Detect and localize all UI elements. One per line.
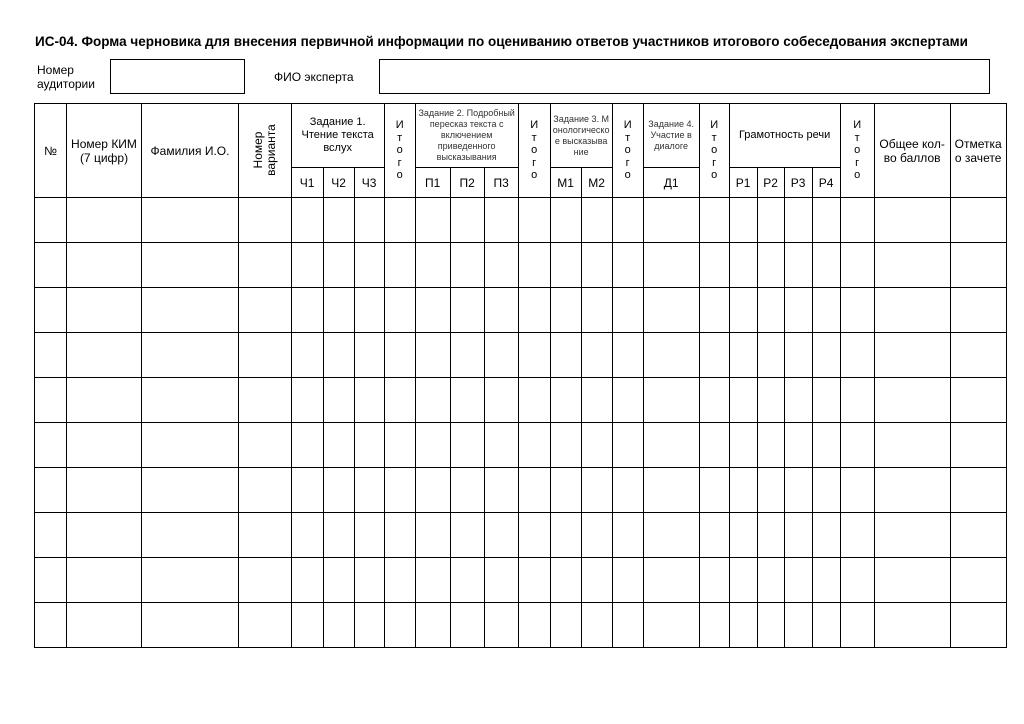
table-cell[interactable]	[67, 243, 142, 288]
table-cell[interactable]	[354, 558, 384, 603]
table-cell[interactable]	[812, 468, 840, 513]
table-cell[interactable]	[840, 468, 874, 513]
table-cell[interactable]	[612, 288, 643, 333]
table-cell[interactable]	[784, 603, 812, 648]
table-row	[35, 378, 1007, 423]
table-cell[interactable]	[518, 558, 550, 603]
table-cell[interactable]	[239, 513, 292, 558]
table-cell[interactable]	[757, 468, 784, 513]
table-cell[interactable]	[354, 243, 384, 288]
table-cell[interactable]	[239, 558, 292, 603]
table-cell[interactable]	[291, 288, 323, 333]
table-cell[interactable]	[874, 603, 950, 648]
col-number-header: №	[35, 104, 67, 198]
table-cell[interactable]	[812, 603, 840, 648]
table-cell[interactable]	[484, 558, 518, 603]
room-number-field[interactable]	[110, 59, 245, 94]
table-cell[interactable]	[35, 423, 67, 468]
table-cell[interactable]	[142, 243, 239, 288]
table-cell[interactable]	[840, 513, 874, 558]
table-cell[interactable]	[142, 288, 239, 333]
table-cell[interactable]	[699, 243, 729, 288]
table-cell[interactable]	[323, 198, 354, 243]
table-cell[interactable]	[239, 603, 292, 648]
table-cell[interactable]	[142, 378, 239, 423]
table-row	[35, 243, 1007, 288]
table-cell[interactable]	[729, 468, 757, 513]
table-cell[interactable]	[354, 198, 384, 243]
table-cell[interactable]	[581, 558, 612, 603]
table-cell[interactable]	[291, 333, 323, 378]
table-cell[interactable]	[550, 603, 581, 648]
table-cell[interactable]	[612, 243, 643, 288]
table-cell[interactable]	[874, 468, 950, 513]
subcol-m1: М1	[550, 168, 581, 198]
table-cell[interactable]	[757, 198, 784, 243]
table-cell[interactable]	[550, 333, 581, 378]
table-cell[interactable]	[384, 558, 415, 603]
table-cell[interactable]	[450, 423, 484, 468]
table-cell[interactable]	[354, 288, 384, 333]
table-cell[interactable]	[729, 378, 757, 423]
table-cell[interactable]	[784, 288, 812, 333]
table-cell[interactable]	[950, 513, 1006, 558]
table-cell[interactable]	[142, 198, 239, 243]
table-cell[interactable]	[812, 423, 840, 468]
table-cell[interactable]	[239, 423, 292, 468]
table-cell[interactable]	[581, 333, 612, 378]
table-cell[interactable]	[35, 468, 67, 513]
table-cell[interactable]	[643, 513, 699, 558]
table-cell[interactable]	[729, 513, 757, 558]
table-cell[interactable]	[950, 378, 1006, 423]
table-cell[interactable]	[784, 243, 812, 288]
table-cell[interactable]	[757, 378, 784, 423]
table-cell[interactable]	[67, 423, 142, 468]
table-row	[35, 603, 1007, 648]
table-cell[interactable]	[950, 288, 1006, 333]
table-cell[interactable]	[840, 603, 874, 648]
table-cell[interactable]	[384, 288, 415, 333]
table-cell[interactable]	[550, 423, 581, 468]
table-cell[interactable]	[142, 603, 239, 648]
table-cell[interactable]	[67, 513, 142, 558]
table-cell[interactable]	[415, 378, 450, 423]
table-cell[interactable]	[550, 243, 581, 288]
table-cell[interactable]	[784, 333, 812, 378]
table-cell[interactable]	[729, 198, 757, 243]
task3-header: Задание 3. Монологическое высказывание	[550, 104, 612, 168]
table-cell[interactable]	[484, 288, 518, 333]
table-row	[35, 288, 1007, 333]
table-cell[interactable]	[291, 378, 323, 423]
table-cell[interactable]	[450, 243, 484, 288]
table-cell[interactable]	[450, 288, 484, 333]
table-cell[interactable]	[550, 468, 581, 513]
table-cell[interactable]	[142, 558, 239, 603]
table-cell[interactable]	[699, 288, 729, 333]
col-variant-label: Номер варианта	[250, 123, 278, 176]
table-cell[interactable]	[699, 333, 729, 378]
table-cell[interactable]	[142, 333, 239, 378]
table-cell[interactable]	[757, 243, 784, 288]
table-cell[interactable]	[484, 513, 518, 558]
table-cell[interactable]	[35, 243, 67, 288]
table-cell[interactable]	[518, 288, 550, 333]
table-cell[interactable]	[354, 468, 384, 513]
table-cell[interactable]	[840, 243, 874, 288]
table-cell[interactable]	[757, 513, 784, 558]
table-cell[interactable]	[484, 468, 518, 513]
table-cell[interactable]	[643, 468, 699, 513]
table-cell[interactable]	[518, 378, 550, 423]
table-cell[interactable]	[784, 468, 812, 513]
table-cell[interactable]	[812, 558, 840, 603]
table-cell[interactable]	[354, 333, 384, 378]
table-cell[interactable]	[699, 558, 729, 603]
table-cell[interactable]	[323, 513, 354, 558]
table-cell[interactable]	[812, 243, 840, 288]
table-cell[interactable]	[354, 513, 384, 558]
table-cell[interactable]	[643, 288, 699, 333]
table-cell[interactable]	[757, 423, 784, 468]
table-cell[interactable]	[484, 333, 518, 378]
table-cell[interactable]	[384, 468, 415, 513]
table-cell[interactable]	[840, 333, 874, 378]
table-cell[interactable]	[643, 333, 699, 378]
table-cell[interactable]	[323, 468, 354, 513]
table-cell[interactable]	[384, 423, 415, 468]
table-cell[interactable]	[699, 603, 729, 648]
subcol-r4: Р4	[812, 168, 840, 198]
col-variant-header	[239, 104, 292, 198]
table-cell[interactable]	[239, 243, 292, 288]
table-cell[interactable]	[239, 198, 292, 243]
table-cell[interactable]	[581, 603, 612, 648]
expert-name-field[interactable]	[379, 59, 990, 94]
table-cell[interactable]	[612, 468, 643, 513]
subcol-ch2: Ч2	[323, 168, 354, 198]
subcol-p2: П2	[450, 168, 484, 198]
table-cell[interactable]	[950, 558, 1006, 603]
table-cell[interactable]	[612, 198, 643, 243]
table-cell[interactable]	[35, 513, 67, 558]
table-cell[interactable]	[784, 423, 812, 468]
table-cell[interactable]	[581, 423, 612, 468]
expert-name-label: ФИО эксперта	[274, 70, 354, 84]
table-cell[interactable]	[323, 288, 354, 333]
task4-total-header: И т о г о	[699, 104, 729, 198]
table-body	[35, 198, 1007, 648]
subcol-m2: М2	[581, 168, 612, 198]
table-cell[interactable]	[643, 558, 699, 603]
literacy-total-header: И т о г о	[840, 104, 874, 198]
table-cell[interactable]	[518, 243, 550, 288]
table-cell[interactable]	[784, 558, 812, 603]
table-cell[interactable]	[291, 198, 323, 243]
table-cell[interactable]	[415, 468, 450, 513]
table-cell[interactable]	[67, 603, 142, 648]
task2-total-header: И т о г о	[518, 104, 550, 198]
table-cell[interactable]	[384, 603, 415, 648]
table-cell[interactable]	[484, 243, 518, 288]
table-cell[interactable]	[729, 558, 757, 603]
table-cell[interactable]	[35, 558, 67, 603]
table-cell[interactable]	[874, 288, 950, 333]
table-cell[interactable]	[757, 558, 784, 603]
table-cell[interactable]	[550, 558, 581, 603]
table-cell[interactable]	[291, 468, 323, 513]
subcol-r2: Р2	[757, 168, 784, 198]
table-cell[interactable]	[699, 513, 729, 558]
room-number-label: Номер аудитории	[37, 63, 95, 91]
table-row	[35, 198, 1007, 243]
table-cell[interactable]	[812, 513, 840, 558]
table-cell[interactable]	[874, 558, 950, 603]
subcol-p1: П1	[415, 168, 450, 198]
table-cell[interactable]	[415, 423, 450, 468]
table-cell[interactable]	[67, 468, 142, 513]
literacy-header: Грамотность речи	[729, 104, 840, 168]
table-cell[interactable]	[581, 288, 612, 333]
table-cell[interactable]	[784, 513, 812, 558]
table-cell[interactable]	[291, 558, 323, 603]
table-cell[interactable]	[384, 378, 415, 423]
table-cell[interactable]	[840, 423, 874, 468]
table-cell[interactable]	[384, 198, 415, 243]
table-cell[interactable]	[239, 468, 292, 513]
table-cell[interactable]	[323, 603, 354, 648]
table-cell[interactable]	[518, 198, 550, 243]
table-cell[interactable]	[840, 288, 874, 333]
table-cell[interactable]	[612, 603, 643, 648]
table-cell[interactable]	[812, 378, 840, 423]
table-cell[interactable]	[950, 198, 1006, 243]
table-cell[interactable]	[729, 423, 757, 468]
table-cell[interactable]	[291, 513, 323, 558]
table-cell[interactable]	[450, 198, 484, 243]
table-cell[interactable]	[450, 603, 484, 648]
pass-mark-header: Отметка о зачете	[950, 104, 1006, 198]
table-cell[interactable]	[950, 423, 1006, 468]
table-cell[interactable]	[415, 603, 450, 648]
col-surname-header: Фамилия И.О.	[142, 104, 239, 198]
table-cell[interactable]	[35, 603, 67, 648]
table-cell[interactable]	[415, 513, 450, 558]
table-cell[interactable]	[484, 198, 518, 243]
table-cell[interactable]	[729, 603, 757, 648]
table-cell[interactable]	[67, 558, 142, 603]
table-cell[interactable]	[812, 333, 840, 378]
table-cell[interactable]	[67, 198, 142, 243]
table-cell[interactable]	[384, 243, 415, 288]
table-cell[interactable]	[643, 198, 699, 243]
table-cell[interactable]	[484, 423, 518, 468]
table-cell[interactable]	[612, 558, 643, 603]
table-cell[interactable]	[812, 198, 840, 243]
task2-header: Задание 2. Подробный пересказ текста с включением приведенного высказывания	[415, 104, 518, 168]
table-cell[interactable]	[354, 603, 384, 648]
table-cell[interactable]	[874, 198, 950, 243]
table-cell[interactable]	[450, 378, 484, 423]
table-cell[interactable]	[757, 333, 784, 378]
table-cell[interactable]	[812, 288, 840, 333]
table-cell[interactable]	[581, 468, 612, 513]
table-cell[interactable]	[354, 423, 384, 468]
table-cell[interactable]	[354, 378, 384, 423]
table-cell[interactable]	[874, 513, 950, 558]
subcol-p3: П3	[484, 168, 518, 198]
form-title: ИС-04. Форма черновика для внесения первичной информации по оцениванию ответов участников итогового собеседования экспертами	[35, 34, 968, 49]
table-cell[interactable]	[35, 288, 67, 333]
table-cell[interactable]	[612, 378, 643, 423]
table-cell[interactable]	[35, 333, 67, 378]
table-cell[interactable]	[699, 468, 729, 513]
table-cell[interactable]	[840, 198, 874, 243]
table-cell[interactable]	[840, 378, 874, 423]
subcol-ch1: Ч1	[291, 168, 323, 198]
task4-header: Задание 4. Участие в диалоге	[643, 104, 699, 168]
table-row	[35, 423, 1007, 468]
table-cell[interactable]	[450, 468, 484, 513]
table-cell[interactable]	[581, 198, 612, 243]
table-cell[interactable]	[35, 378, 67, 423]
table-cell[interactable]	[581, 513, 612, 558]
table-cell[interactable]	[384, 513, 415, 558]
table-cell[interactable]	[384, 333, 415, 378]
table-cell[interactable]	[518, 603, 550, 648]
table-row	[35, 513, 1007, 558]
table-row	[35, 468, 1007, 513]
table-cell[interactable]	[291, 423, 323, 468]
task1-header: Задание 1. Чтение текста вслух	[291, 104, 384, 168]
table-cell[interactable]	[484, 603, 518, 648]
table-cell[interactable]	[612, 333, 643, 378]
table-cell[interactable]	[699, 423, 729, 468]
table-cell[interactable]	[612, 423, 643, 468]
table-cell[interactable]	[757, 288, 784, 333]
table-cell[interactable]	[415, 558, 450, 603]
table-cell[interactable]	[581, 378, 612, 423]
table-cell[interactable]	[950, 468, 1006, 513]
table-cell[interactable]	[323, 558, 354, 603]
table-cell[interactable]	[729, 243, 757, 288]
table-cell[interactable]	[415, 243, 450, 288]
table-cell[interactable]	[550, 378, 581, 423]
table-cell[interactable]	[518, 468, 550, 513]
subcol-ch3: Ч3	[354, 168, 384, 198]
table-row	[35, 558, 1007, 603]
table-cell[interactable]	[699, 378, 729, 423]
table-cell[interactable]	[67, 288, 142, 333]
table-cell[interactable]	[643, 423, 699, 468]
subcol-d1: Д1	[643, 168, 699, 198]
task3-total-header: И т о г о	[612, 104, 643, 198]
table-cell[interactable]	[450, 558, 484, 603]
table-cell[interactable]	[291, 243, 323, 288]
table-cell[interactable]	[323, 378, 354, 423]
table-cell[interactable]	[415, 288, 450, 333]
total-score-header: Общее кол- во баллов	[874, 104, 950, 198]
table-cell[interactable]	[518, 333, 550, 378]
table-cell[interactable]	[874, 333, 950, 378]
table-cell[interactable]	[323, 333, 354, 378]
table-cell[interactable]	[35, 198, 67, 243]
table-cell[interactable]	[415, 333, 450, 378]
table-cell[interactable]	[239, 288, 292, 333]
table-cell[interactable]	[323, 423, 354, 468]
table-cell[interactable]	[950, 243, 1006, 288]
table-cell[interactable]	[757, 603, 784, 648]
table-cell[interactable]	[784, 198, 812, 243]
table-cell[interactable]	[699, 198, 729, 243]
table-cell[interactable]	[643, 603, 699, 648]
subcol-r1: Р1	[729, 168, 757, 198]
table-cell[interactable]	[450, 333, 484, 378]
table-cell[interactable]	[612, 513, 643, 558]
table-cell[interactable]	[874, 378, 950, 423]
col-kim-header: Номер КИМ (7 цифр)	[67, 104, 142, 198]
table-cell[interactable]	[450, 513, 484, 558]
table-cell[interactable]	[484, 378, 518, 423]
table-cell[interactable]	[643, 378, 699, 423]
table-cell[interactable]	[874, 243, 950, 288]
table-cell[interactable]	[643, 243, 699, 288]
table-cell[interactable]	[239, 333, 292, 378]
table-cell[interactable]	[784, 378, 812, 423]
table-cell[interactable]	[67, 333, 142, 378]
table-cell[interactable]	[518, 513, 550, 558]
table-cell[interactable]	[291, 603, 323, 648]
table-cell[interactable]	[323, 243, 354, 288]
table-cell[interactable]	[239, 378, 292, 423]
table-cell[interactable]	[550, 513, 581, 558]
table-cell[interactable]	[550, 198, 581, 243]
table-cell[interactable]	[581, 243, 612, 288]
task1-total-header: И т о г о	[384, 104, 415, 198]
subcol-r3: Р3	[784, 168, 812, 198]
table-cell[interactable]	[518, 423, 550, 468]
table-cell[interactable]	[550, 288, 581, 333]
table-cell[interactable]	[950, 333, 1006, 378]
table-cell[interactable]	[415, 198, 450, 243]
table-cell[interactable]	[67, 378, 142, 423]
table-row	[35, 333, 1007, 378]
table-cell[interactable]	[729, 333, 757, 378]
table-cell[interactable]	[729, 288, 757, 333]
table-cell[interactable]	[874, 423, 950, 468]
table-cell[interactable]	[142, 468, 239, 513]
table-cell[interactable]	[840, 558, 874, 603]
table-cell[interactable]	[142, 423, 239, 468]
scoring-table	[34, 103, 1007, 648]
table-cell[interactable]	[142, 513, 239, 558]
table-cell[interactable]	[950, 603, 1006, 648]
